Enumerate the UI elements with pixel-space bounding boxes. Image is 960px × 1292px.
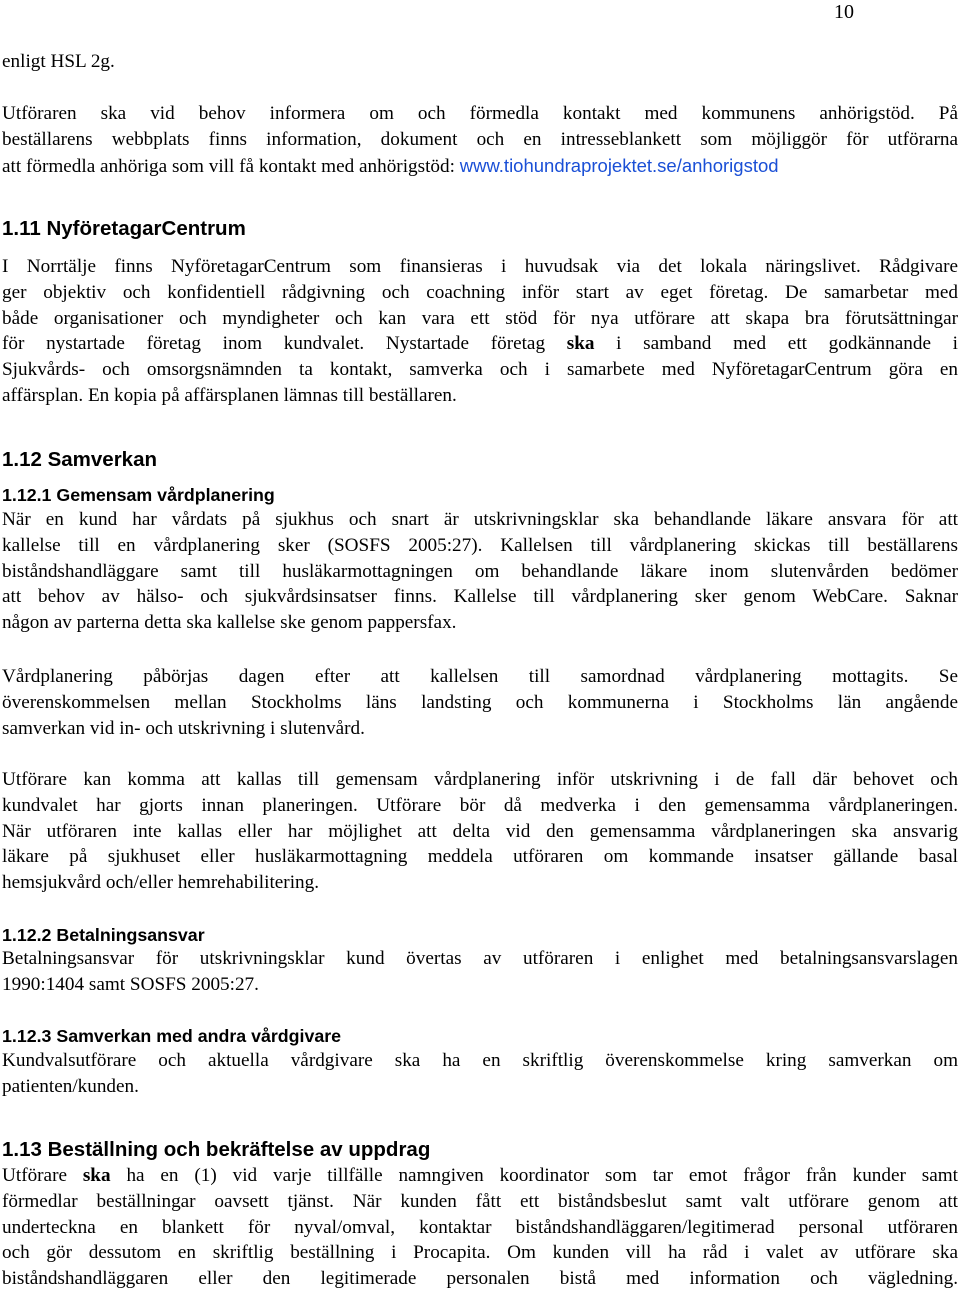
section-heading-1-11: 1.11 NyföretagarCentrum — [2, 217, 246, 240]
betalningsansvar-paragraph — [2, 946, 958, 998]
bold-text: ska — [82, 1165, 111, 1186]
anhorigstod-link[interactable]: www.tiohundraprojektet.se/anhorigstod — [459, 154, 779, 176]
page-number: 10 — [834, 1, 854, 23]
vardplanering-paragraph-1 — [2, 507, 958, 636]
text-line: underteckna en blankett för nyval/omval, kontaktar biståndshandläggaren/legitimerad personal utföraren — [2, 1216, 958, 1238]
text-line: och gör dessutom en skriftlig beställning i Procapita. Om kunden vill ha råd i valet av utförare ska — [2, 1242, 958, 1264]
text-line: Sjukvårds- och omsorgsnämnden ta kontakt, samverka och i samarbete med NyföretagarCentrum göra en — [2, 359, 958, 381]
text-line — [2, 331, 958, 357]
text-fragment: Utförare — [2, 1165, 83, 1186]
subsection-heading-1-12-3: 1.12.3 Samverkan med andra vårdgivare — [2, 1026, 342, 1046]
text-line: både organisationer och myndigheter och kan vara ett stöd för nya utförare att skapa bra förutsättningar — [2, 307, 958, 329]
text-line: Kundvalsutförare och aktuella vårdgivare ska ha en skriftlig överenskommelse kring samverkan om — [2, 1050, 958, 1071]
subsection-heading-1-12-1: 1.12.1 Gemensam vårdplanering — [2, 485, 275, 505]
text-line: Utförare kan komma att kallas till gemensam vårdplanering inför utskrivning i de fall där behovet och — [2, 769, 958, 790]
text-line — [2, 153, 958, 180]
bold-text: ska — [566, 333, 595, 355]
text-line: affärsplan. En kopia på affärsplanen lämnas till beställaren. — [2, 384, 457, 406]
subsection-heading-1-12-2: 1.12.2 Betalningsansvar — [2, 925, 205, 945]
text-line: någon av parterna detta ska kallelse ske genom pappersfax. — [2, 612, 457, 634]
text-fragment: ha en (1) vid varje tillfälle namngiven koordinator som tar emot frågor från kunder samt — [110, 1165, 958, 1186]
anhorigstod-paragraph — [2, 101, 958, 179]
nyforetagarcentrum-paragraph — [2, 254, 958, 409]
text-line: förmedlar beställningar oavsett tjänst. När kunden fått ett biståndsbeslut samt valt utförare genom att — [2, 1190, 958, 1212]
section-heading-1-13: 1.13 Beställning och bekräftelse av uppdrag — [2, 1138, 431, 1161]
text-line: beställarens webbplats finns information, dokument och en intresseblankett som möjliggör för utförarna — [2, 128, 958, 150]
samverkan-vardgivare-paragraph — [2, 1048, 958, 1100]
text-line: Betalningsansvar för utskrivningsklar kund övertas av utföraren i enlighet med betalningsansvarslagen — [2, 948, 958, 969]
text-line: läkare på sjukhuset eller husläkarmottagning meddela utföraren om kommande insatser gällande basal — [2, 846, 958, 868]
section-heading-1-12: 1.12 Samverkan — [2, 448, 158, 471]
text-fragment: för nystartade företag inom kundvalet. Nystartade företag — [2, 333, 567, 355]
intro-line: enligt HSL 2g. — [2, 51, 115, 72]
text-line — [2, 1163, 958, 1189]
text-line: Utföraren ska vid behov informera om och förmedla kontakt med kommunens anhörigstöd. På — [2, 103, 958, 124]
vardplanering-paragraph-3 — [2, 767, 958, 896]
text-line: patienten/kunden. — [2, 1075, 139, 1097]
text-line: överenskommelsen mellan Stockholms läns landsting och kommunerna i Stockholms län angående — [2, 691, 958, 713]
text-line: ger objektiv och konfidentiell rådgivning och coachning inför start av eget företag. De samarbetar med — [2, 281, 958, 303]
text-line: Vårdplanering påbörjas dagen efter att kallelsen till samordnad vårdplanering mottagits. Se — [2, 666, 958, 687]
text-fragment: att förmedla anhöriga som vill få kontakt med anhörigstöd: — [2, 155, 460, 177]
text-line: När utföraren inte kallas eller har möjlighet att delta vid den gemensamma vårdplaneringen ska ansvarig — [2, 820, 958, 842]
text-line: att behov av hälso- och sjukvårdsinsatser finns. Kallelse till vårdplanering sker genom WebCare. Saknar — [2, 586, 958, 608]
text-line: hemsjukvård och/eller hemrehabilitering. — [2, 872, 320, 894]
text-line: samverkan vid in- och utskrivning i slutenvård. — [2, 717, 365, 739]
vardplanering-paragraph-2 — [2, 664, 958, 741]
text-line: När en kund har vårdats på sjukhus och snart är utskrivningsklar ska behandlande läkare ansvara för att — [2, 509, 958, 530]
text-line: biståndshandläggare samt till husläkarmottagningen om behandlande läkare inom slutenvården bedömer — [2, 560, 958, 582]
text-line: kallelse till en vårdplanering sker (SOSFS 2005:27). Kallelsen till vårdplanering skickas till beställarens — [2, 534, 958, 556]
text-line: kundvalet har gjorts innan planeringen. Utförare bör då medverka i den gemensamma vårdplaneringen. — [2, 794, 958, 816]
bestallning-paragraph — [2, 1163, 958, 1292]
text-line: 1990:1404 samt SOSFS 2005:27. — [2, 973, 259, 995]
text-fragment: i samband med ett godkännande i — [594, 333, 958, 355]
text-line: I Norrtälje finns NyföretagarCentrum som finansieras i huvudsak via det lokala näringslivet. Rådgivare — [2, 256, 958, 277]
text-line: biståndshandläggaren eller den legitimerade personalen bistå med information och vägledning. — [2, 1268, 958, 1290]
